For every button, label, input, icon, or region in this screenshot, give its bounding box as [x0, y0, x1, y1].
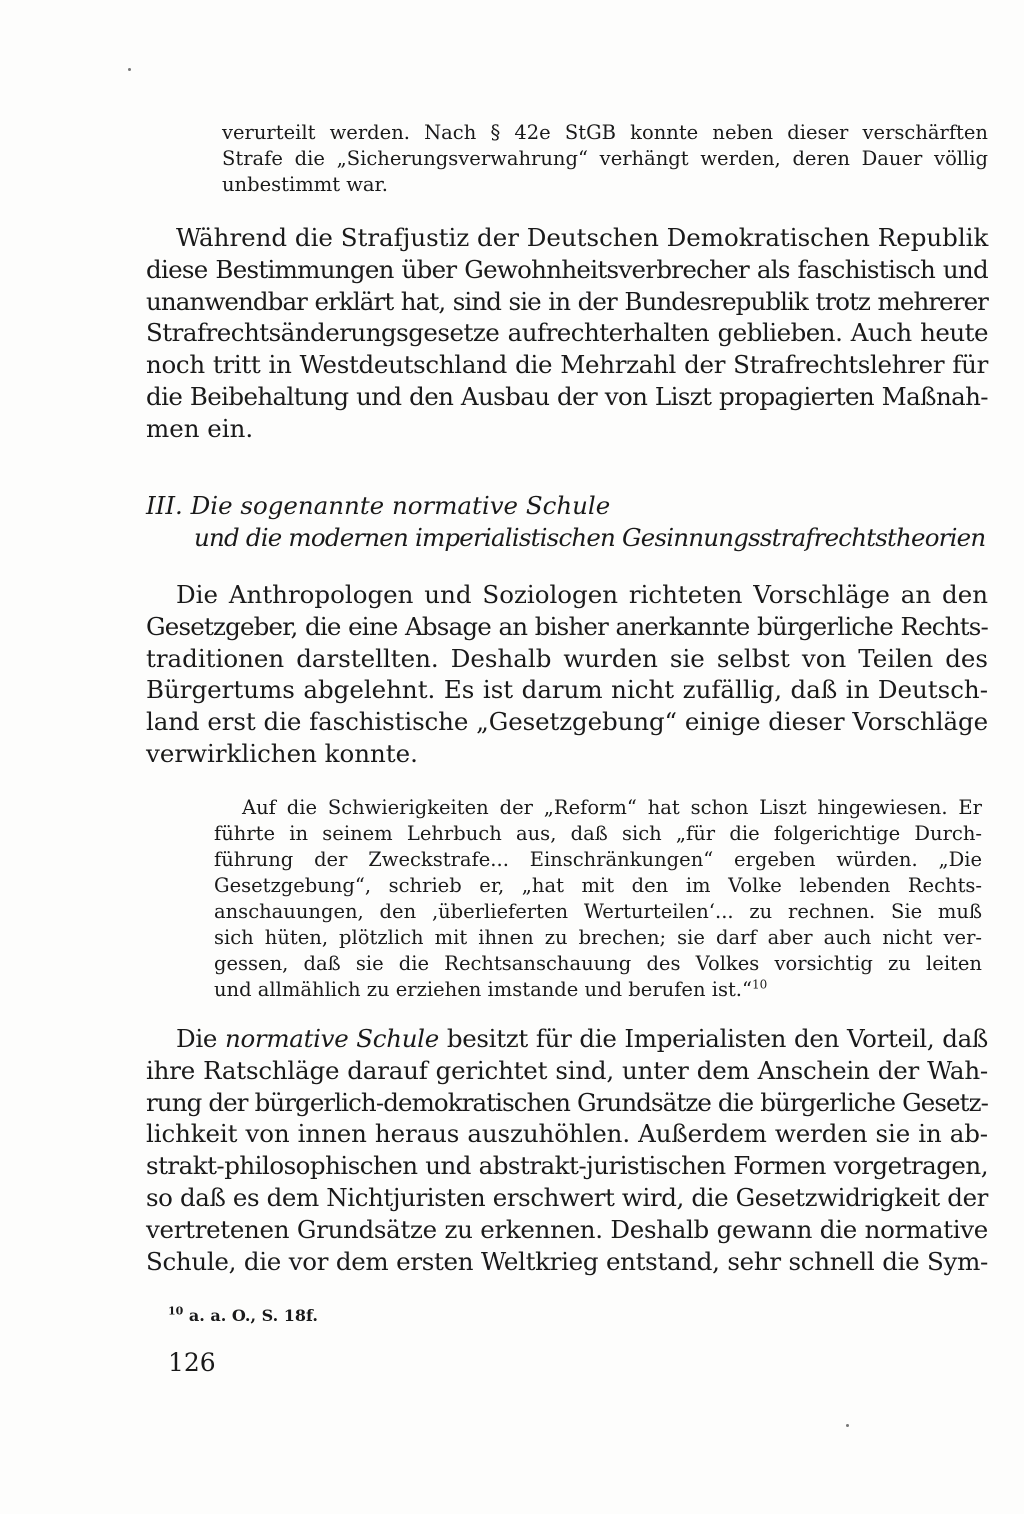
text-line: unbestimmt war. — [222, 173, 388, 196]
footnote-reference: 10 — [751, 977, 768, 992]
text-fragment: Die — [176, 1024, 225, 1053]
text-line: so daß es dem Nichtjuristen erschwert wird, die Gesetzwidrigkeit der — [146, 1182, 988, 1212]
text-line: vertretenen Grundsätze zu erkennen. Deshalb gewann die normative — [146, 1214, 988, 1244]
text-line: Strafrechtsänderungsgesetze aufrechterhalten geblieben. Auch heute — [146, 318, 988, 348]
text-line: strakt-philosophischen und abstrakt-juristischen Formen vorgetragen, — [146, 1151, 988, 1181]
text-line: die Beibehaltung und den Ausbau der von Liszt propagierten Maßnah- — [146, 381, 988, 411]
footnote-text: a. a. O., S. 18f. — [188, 1306, 318, 1325]
quote-line: sich hüten, plötzlich mit ihnen zu brechen; sie darf aber auch nicht ver- — [214, 926, 982, 949]
footnote-number: 10 — [168, 1304, 184, 1318]
quote-line: führte in seinem Lehrbuch aus, daß sich „für die folgerichtige Durch- — [214, 822, 982, 845]
text-line: Während die Strafjustiz der Deutschen Demokratischen Republik — [176, 223, 989, 252]
block-quote — [214, 795, 982, 1003]
continuation-passage — [222, 120, 988, 198]
emphasis-term: normative Schule — [225, 1024, 439, 1053]
text-line: unanwendbar erklärt hat, sind sie in der Bundesrepublik trotz mehrerer — [146, 286, 988, 316]
page-number: 126 — [168, 1348, 216, 1377]
text-line: verurteilt werden. Nach § 42e StGB konnte neben dieser verschärften — [222, 121, 988, 144]
quote-line — [214, 977, 982, 1003]
quote-line: Gesetzgebung“, schrieb er, „hat mit den im Volke lebenden Rechts- — [214, 874, 982, 897]
paragraph-2 — [146, 579, 988, 770]
paragraph-1 — [146, 222, 988, 445]
text-line: land erst die faschistische „Gesetzgebung“ einige dieser Vorschläge — [146, 707, 988, 737]
text-line: Die Anthropologen und Soziologen richteten Vorschläge an den — [176, 580, 988, 609]
scan-speck — [128, 68, 131, 71]
text-line: Bürgertums abgelehnt. Es ist darum nicht zufällig, daß in Deutsch- — [146, 675, 988, 705]
quote-line: Auf die Schwierigkeiten der „Reform“ hat schon Liszt hingewiesen. Er — [242, 796, 982, 819]
text-line: lichkeit von innen heraus auszuhöhlen. Außerdem werden sie in ab- — [146, 1119, 988, 1149]
heading-line: III. Die sogenannte normative Schule — [146, 491, 611, 520]
section-heading — [146, 490, 988, 554]
text-line: diese Bestimmungen über Gewohnheitsverbrecher als faschistisch und — [146, 254, 988, 284]
text-fragment: besitzt für die Imperialisten den Vorteil, daß — [438, 1024, 988, 1053]
text-line: men ein. — [146, 413, 254, 443]
footnote — [168, 1306, 568, 1326]
quote-text: und allmählich zu erziehen imstande und berufen ist.“ — [214, 978, 752, 1001]
heading-line: und die modernen imperialistischen Gesinnungsstrafrechtstheorien — [194, 522, 986, 552]
scan-speck — [846, 1424, 849, 1427]
text-line: Strafe die „Sicherungsverwahrung“ verhängt werden, deren Dauer völlig — [222, 147, 988, 170]
text-line: rung der bürgerlich-demokratischen Grundsätze die bürgerliche Gesetz- — [146, 1087, 988, 1117]
text-line: traditionen darstellten. Deshalb wurden sie selbst von Teilen des — [146, 643, 988, 673]
quote-line: führung der Zweckstrafe... Einschränkungen“ ergeben würden. „Die — [214, 848, 982, 871]
text-line: verwirklichen konnte. — [146, 738, 418, 768]
text-line: ihre Ratschläge darauf gerichtet sind, unter dem Anschein der Wah- — [146, 1055, 988, 1085]
text-line — [146, 1023, 988, 1055]
text-line: Gesetzgeber, die eine Absage an bisher anerkannte bürgerliche Rechts- — [146, 611, 988, 641]
text-line: noch tritt in Westdeutschland die Mehrzahl der Strafrechtslehrer für — [146, 350, 988, 380]
quote-line: gessen, daß sie die Rechtsanschauung des Volkes vorsichtig zu leiten — [214, 952, 982, 975]
text-line: Schule, die vor dem ersten Weltkrieg entstand, sehr schnell die Sym- — [146, 1246, 988, 1276]
quote-line: anschauungen, den ‚überlieferten Werturteilen‘... zu rechnen. Sie muß — [214, 900, 982, 923]
paragraph-3 — [146, 1023, 988, 1277]
